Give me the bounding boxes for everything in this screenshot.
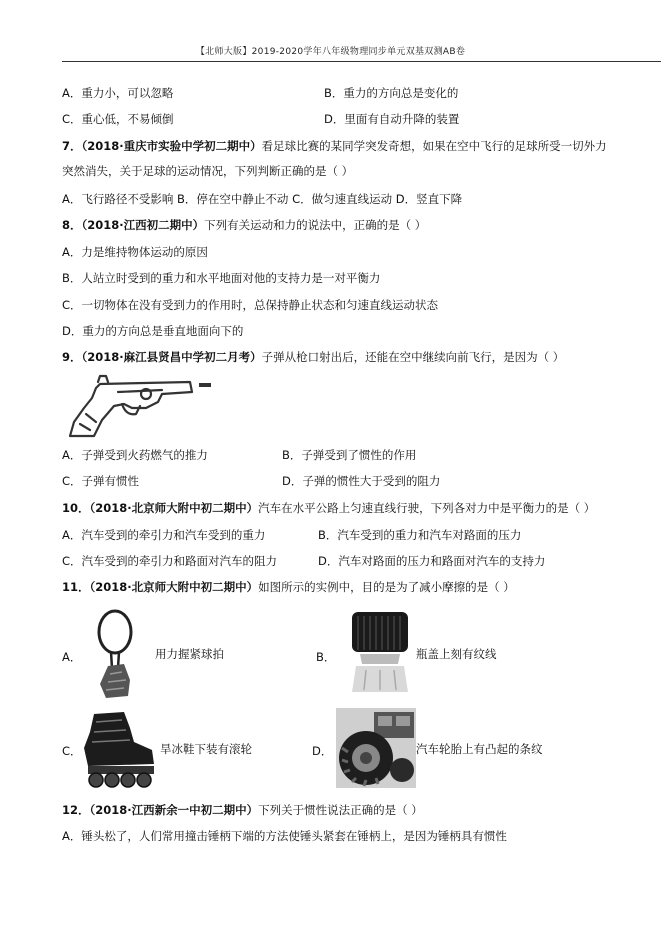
bottle-cap-image bbox=[346, 608, 414, 692]
question-10-option-c: C．汽车受到的牵引力和路面对汽车的阻力 bbox=[62, 554, 278, 568]
question-11-source: （2018·北京师大附中初二期中） bbox=[89, 580, 259, 594]
question-8-option-c: C．一切物体在没有受到力的作用时，总保持静止状态和匀速直线运动状态 bbox=[62, 298, 439, 312]
question-9-option-d: D．子弹的惯性大于受到的阻力 bbox=[282, 474, 441, 488]
q6-option-d: D．里面有自动升降的装置 bbox=[324, 112, 460, 126]
question-8-stem bbox=[62, 218, 426, 232]
question-9-source: （2018·麻江县贤昌中学初二月考） bbox=[81, 350, 262, 364]
question-8-source: （2018·江西初二期中） bbox=[81, 218, 205, 232]
question-12-number: 12． bbox=[62, 803, 90, 817]
tire-image bbox=[336, 708, 416, 788]
question-7-source: （2018·重庆市实验中学初二期中） bbox=[81, 139, 262, 153]
question-11-option-c-label: C． bbox=[62, 744, 82, 758]
question-11-option-a-label: A． bbox=[62, 650, 82, 664]
question-11-stem bbox=[62, 580, 515, 594]
question-9-text: 子弹从枪口射出后，还能在空中继续向前飞行，是因为（ ） bbox=[261, 350, 565, 364]
question-7-options: A．飞行路径不受影响 B．停在空中静止不动 C．做匀速直线运动 D．竖直下降 bbox=[62, 192, 463, 206]
question-9-option-a: A．子弹受到火药燃气的推力 bbox=[62, 448, 208, 462]
question-10-option-b: B．汽车受到的重力和汽车对路面的压力 bbox=[318, 528, 522, 542]
question-9-option-c: C．子弹有惯性 bbox=[62, 474, 140, 488]
question-9-option-b: B．子弹受到了惯性的作用 bbox=[282, 448, 417, 462]
question-7-text-cont: 突然消失，关于足球的运动情况，下列判断正确的是（ ） bbox=[62, 164, 354, 178]
question-10-option-d: D．汽车对路面的压力和路面对汽车的支持力 bbox=[318, 554, 546, 568]
question-12-option-a: A．锤头松了，人们常用撞击锤柄下端的方法使锤头紧套在锤柄上，是因为锤柄具有惯性 bbox=[62, 829, 507, 843]
question-7-stem bbox=[62, 139, 607, 153]
roller-skate-image bbox=[80, 708, 158, 788]
question-8-option-b: B．人站立时受到的重力和水平地面对他的支持力是一对平衡力 bbox=[62, 271, 381, 285]
question-11-option-b-label: B． bbox=[316, 650, 336, 664]
question-8-text: 下列有关运动和力的说法中，正确的是（ ） bbox=[204, 218, 427, 232]
question-8-option-a: A．力是维持物体运动的原因 bbox=[62, 245, 208, 259]
question-10-stem bbox=[62, 501, 595, 515]
racket-image bbox=[92, 608, 142, 700]
question-8-option-d: D．重力的方向总是垂直地面向下的 bbox=[62, 324, 244, 338]
question-7-number: 7． bbox=[62, 139, 82, 153]
q6-option-a: A．重力小，可以忽略 bbox=[62, 86, 174, 100]
question-11-option-b-text: 瓶盖上刻有纹线 bbox=[416, 647, 497, 661]
question-11-number: 11． bbox=[62, 580, 90, 594]
question-12-source: （2018·江西新余一中初二期中） bbox=[89, 803, 259, 817]
question-10-text: 汽车在水平公路上匀速直线行驶，下列各对力中是平衡力的是（ ） bbox=[258, 501, 596, 515]
question-10-option-a: A．汽车受到的牵引力和汽车受到的重力 bbox=[62, 528, 266, 542]
question-11-text: 如图所示的实例中，目的是为了减小摩擦的是（ ） bbox=[258, 580, 515, 594]
question-12-stem bbox=[62, 803, 423, 817]
question-11-option-c-text: 旱冰鞋下装有滚轮 bbox=[160, 742, 252, 756]
question-9-number: 9． bbox=[62, 350, 82, 364]
question-12-text: 下列关于惯性说法正确的是（ ） bbox=[258, 803, 423, 817]
q6-option-b: B．重力的方向总是变化的 bbox=[324, 86, 459, 100]
revolver-image bbox=[62, 370, 222, 440]
q6-option-c: C．重心低，不易倾倒 bbox=[62, 112, 174, 126]
page-header: 【北师大版】2019-2020学年八年级物理同步单元双基双测AB卷 bbox=[195, 47, 466, 57]
question-8-number: 8． bbox=[62, 218, 82, 232]
question-11-option-a-text: 用力握紧球拍 bbox=[155, 647, 224, 661]
question-11-option-d-label: D． bbox=[312, 744, 333, 758]
header-rule bbox=[62, 61, 661, 62]
bullet-icon bbox=[199, 383, 211, 387]
question-7-text: 看足球比赛的某同学突发奇想，如果在空中飞行的足球所受一切外力 bbox=[261, 139, 607, 153]
question-9-stem bbox=[62, 350, 564, 364]
question-10-number: 10． bbox=[62, 501, 90, 515]
question-10-source: （2018·北京师大附中初二期中） bbox=[89, 501, 259, 515]
question-11-option-d-text: 汽车轮胎上有凸起的条纹 bbox=[416, 742, 543, 756]
